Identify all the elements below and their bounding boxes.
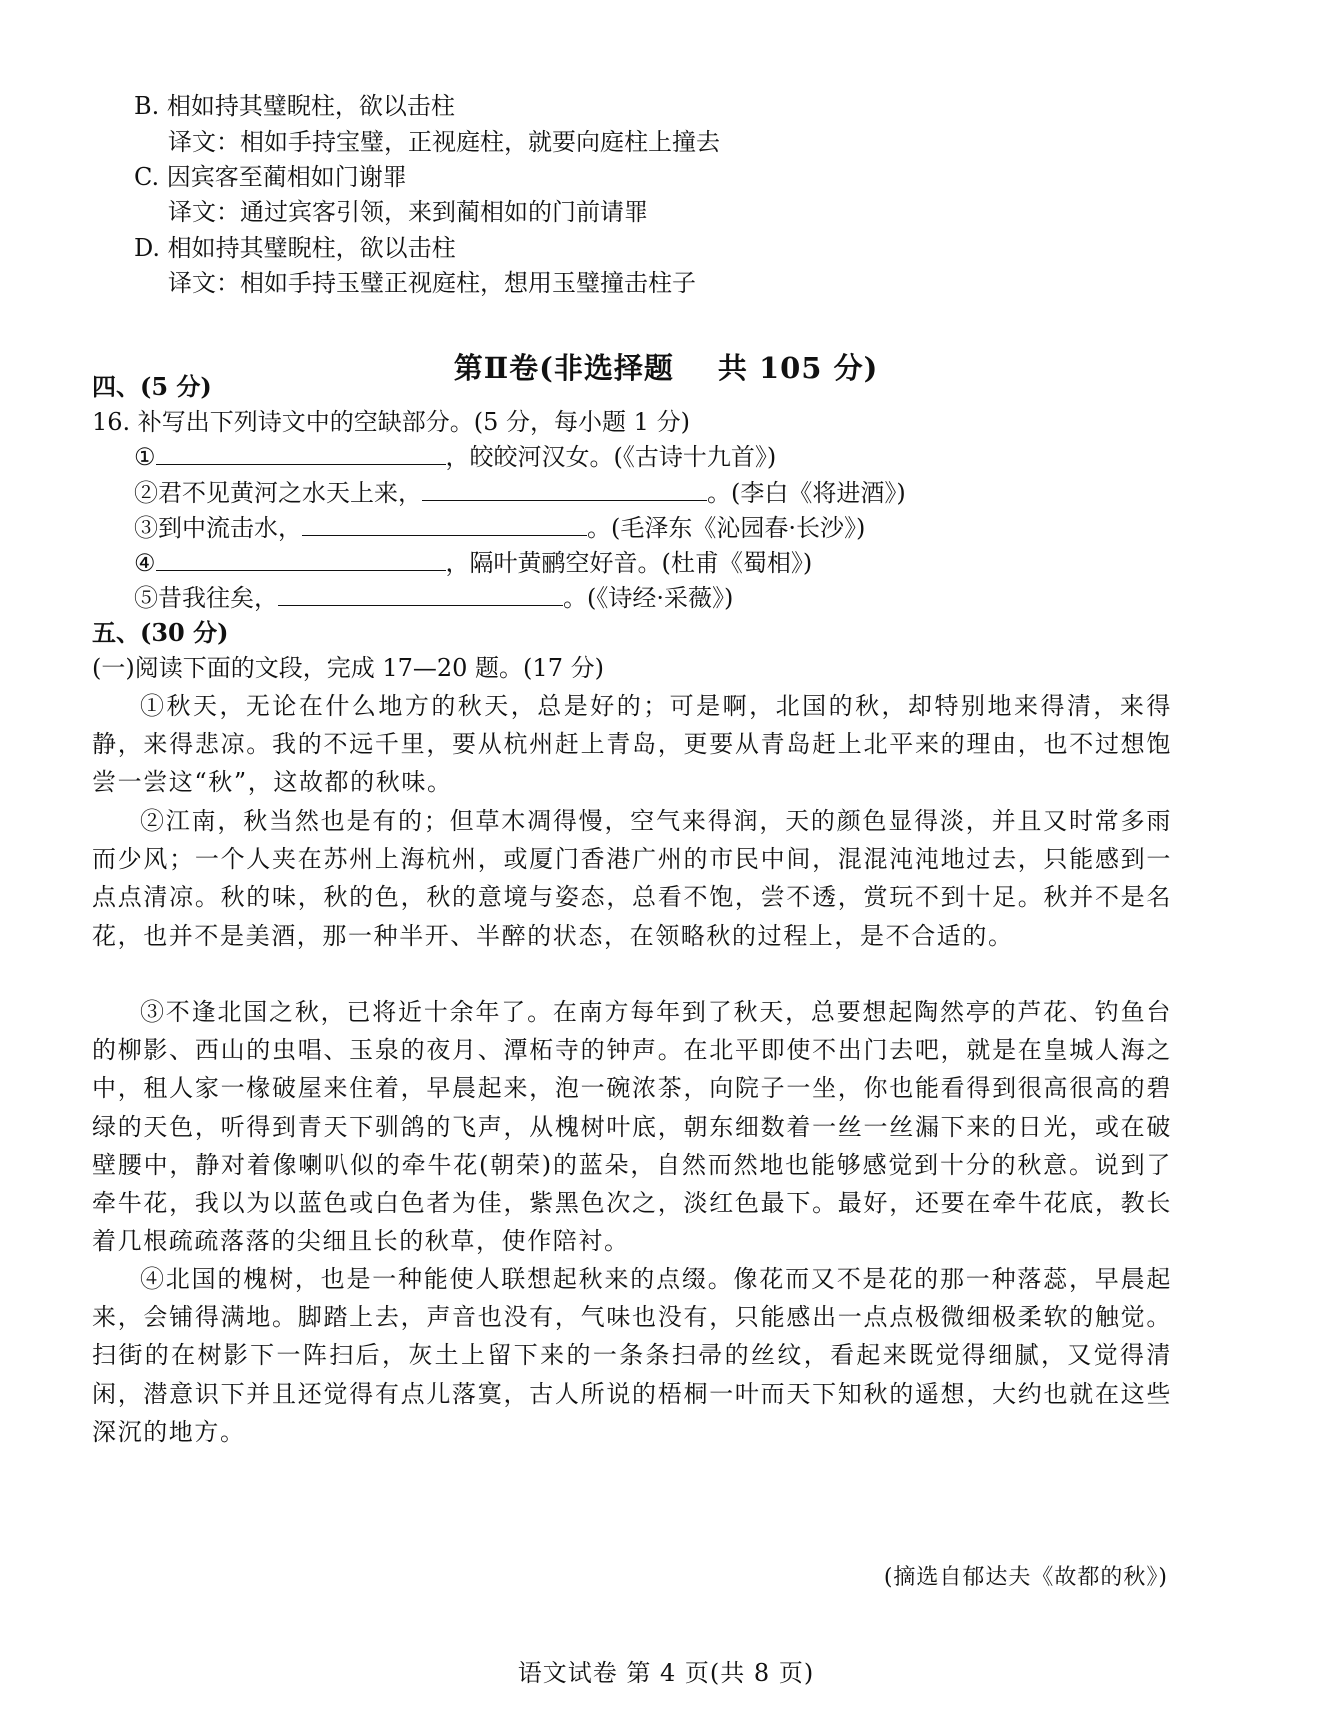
question-16: 16. 补写出下列诗文中的空缺部分。(5 分，每小题 1 分) — [92, 408, 690, 436]
fill-item-num: ③ — [134, 514, 158, 542]
fill-item-num: ① — [134, 443, 156, 471]
paragraph-4: ④北国的槐树，也是一种能使人联想起秋来的点缀。像花而又不是花的那一种落蕊，早晨起来，会铺得满地。脚踏上去，声音也没有，气味也没有，只能感出一点点极微细极柔软的触觉。扫街的在树影下一阵扫后，灰土上留下来的一条条扫帚的丝纹，看起来既觉得细腻，又觉得清闲，潜意识下并且还觉得有点儿落寞，古人所说的梧桐一叶而天下知秋的遥想，大约也就在这些深沉的地方。 — [92, 1265, 1172, 1446]
reading-instruction: (一)阅读下面的文段，完成 17—20 题。(17 分) — [92, 654, 604, 682]
fill-item-before: 君不见黄河之水天上来， — [158, 479, 422, 507]
fill-item-before: 到中流击水， — [158, 514, 302, 542]
fill-item-2 — [134, 477, 906, 511]
paragraph-2: ②江南，秋当然也是有的；但草木凋得慢，空气来得润，天的颜色显得淡，并且又时常多雨而少风；一个人夹在苏州上海杭州，或厦门香港广州的市民中间，混混沌沌地过去，只能感到一点点清凉。秋的味，秋的色，秋的意境与姿态，总看不饱，尝不透，赏玩不到十足。秋并不是名花，也并不是美酒，那一种半开、半醉的状态，在领略秋的过程上，是不合适的。 — [92, 807, 1172, 950]
page-footer: 语文试卷 第 4 页(共 8 页) — [517, 1659, 815, 1687]
answer-blank[interactable] — [422, 478, 707, 501]
fill-item-4 — [134, 547, 812, 581]
fill-item-3 — [134, 512, 865, 546]
fill-item-after: 。(《诗经·采薇》) — [563, 584, 734, 612]
fill-item-after: ，隔叶黄鹂空好音。(杜甫《蜀相》) — [445, 549, 813, 577]
answer-blank[interactable] — [156, 442, 446, 465]
choice-b-translation: 译文：相如手持宝璧，正视庭柱，就要向庭柱上撞去 — [168, 128, 720, 156]
fill-item-before: 昔我往矣， — [158, 584, 278, 612]
answer-blank[interactable] — [156, 548, 446, 571]
fill-item-after: 。(毛泽东《沁园春·长沙》) — [587, 514, 866, 542]
fill-item-1 — [134, 441, 776, 475]
part5-heading: 五、(30 分) — [92, 618, 229, 647]
fill-item-num: ② — [134, 479, 158, 507]
choice-d: D. 相如持其璧睨柱，欲以击柱 — [134, 234, 456, 262]
section-score: 共 105 分) — [717, 351, 879, 385]
answer-blank[interactable] — [278, 583, 563, 606]
fill-item-num: ⑤ — [134, 584, 158, 612]
choice-c-translation: 译文：通过宾客引领，来到蔺相如的门前请罪 — [168, 198, 648, 226]
fill-item-after: 。(李白《将进酒》) — [707, 479, 906, 507]
fill-item-num: ④ — [134, 549, 156, 577]
paragraph-3: ③不逢北国之秋，已将近十余年了。在南方每年到了秋天，总要想起陶然亭的芦花、钓鱼台的柳影、西山的虫唱、玉泉的夜月、潭柘寺的钟声。在北平即使不出门去吧，就是在皇城人海之中，租人家一椽破屋来住着，早晨起来，泡一碗浓茶，向院子一坐，你也能看得到很高很高的碧绿的天色，听得到青天下驯鸽的飞声，从槐树叶底，朝东细数着一丝一丝漏下来的日光，或在破壁腰中，静对着像喇叭似的牵牛花(朝荣)的蓝朵，自然而然地也能够感觉到十分的秋意。说到了牵牛花，我以为以蓝色或白色者为佳，紫黑色次之，淡红色最下。最好，还要在牵牛花底，教长着几根疏疏落落的尖细且长的秋草，使作陪衬。 — [92, 998, 1172, 1256]
choice-b: B. 相如持其璧睨柱，欲以击柱 — [134, 92, 455, 120]
fill-item-after: ，皎皎河汉女。(《古诗十九首》) — [445, 443, 777, 471]
source-citation: (摘选自郁达夫《故都的秋》) — [883, 1565, 1168, 1590]
answer-blank[interactable] — [302, 513, 587, 536]
fill-item-5 — [134, 582, 733, 616]
part4-heading: 四、(5 分) — [92, 372, 212, 401]
choice-c: C. 因宾客至蔺相如门谢罪 — [134, 163, 407, 191]
section-title-text: 第Ⅱ卷(非选择题 — [453, 351, 674, 385]
choice-d-translation: 译文：相如手持玉璧正视庭柱，想用玉璧撞击柱子 — [168, 269, 696, 297]
paragraph-1: ①秋天，无论在什么地方的秋天，总是好的；可是啊，北国的秋，却特别地来得清，来得静，来得悲凉。我的不远千里，要从杭州赶上青岛，更要从青岛赶上北平来的理由，也不过想饱尝一尝这“秋”，这故都的秋味。 — [92, 692, 1172, 797]
